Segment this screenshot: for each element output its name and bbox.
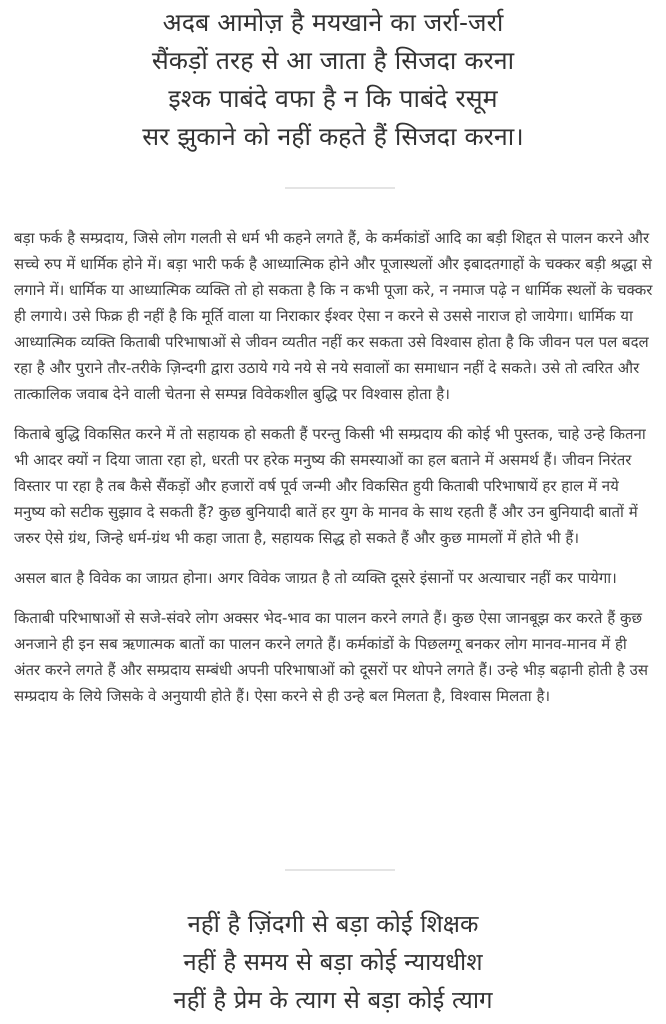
verse-line: सैंकड़ों तरह से आ जाता है सिजदा करना xyxy=(151,46,515,75)
verse-line: अदब आमोज़ है मयखाने का जर्रा-जर्रा xyxy=(162,8,504,37)
article-body xyxy=(14,225,654,723)
verse-line: इश्क पाबंदे वफा है न कि पाबंदे रसूम xyxy=(168,84,498,113)
verse-line: सर झुकाने को नहीं कहते हैं सिजदा करना। xyxy=(142,122,524,151)
verse-line: नहीं है समय से बड़ा कोई न्यायधीश xyxy=(183,948,483,976)
section-divider xyxy=(285,869,395,871)
closing-verse xyxy=(0,905,666,1019)
paragraph: असल बात है विवेक का जाग्रत होना। अगर विवेक जाग्रत है तो व्यक्ति दूसरे इंसानों पर अत्याचार नहीं कर पायेगा। xyxy=(14,569,617,587)
paragraph: बड़ा फर्क है सम्प्रदाय, जिसे लोग गलती से धर्म भी कहने लगते हैं, के कर्मकांडों आदि का बड़ी शिद्दत से पालन करने और सच्चे रुप में धार्मिक होने में। बड़ा भारी फर्क है आध्यात्मिक होने और पूजास्थलों और इबादतगाहों के चक्कर बड़ी श्रद्धा से लगाने में। धार्मिक या आध्यात्मिक व्यक्ति तो हो सकता है कि न कभी पूजा करे, न नमाज पढ़े न धार्मिक स्थलों के चक्कर ही लगाये। उसे फिक्र ही नहीं है कि मूर्ति वाला या निराकार ईश्वर ऐसा न करने से उससे नाराज हो जायेगा। धार्मिक या आध्यात्मिक व्यक्ति किताबी परिभाषाओं से जीवन व्यतीत नहीं कर सकता उसे विश्वास होता है कि जीवन पल पल बदल रहा है और पुराने तौर-तरीके ज़िन्दगी द्वारा उठाये गये नये से नये सवालों का समाधान नहीं दे सकते। उसे तो त्वरित और तात्कालिक जवाब देने वाली चेतना से सम्पन्न विवेकशील बुद्धि पर विश्वास होता है। xyxy=(14,229,653,403)
verse-line: नहीं है ज़िंदगी से बड़ा कोई शिक्षक xyxy=(187,910,479,938)
paragraph: किताबे बुद्धि विकसित करने में तो सहायक हो सकती हैं परन्तु किसी भी सम्प्रदाय की कोई भी पुस्तक, चाहे उन्हे कितना भी आदर क्यों न दिया जाता रहा हो, धरती पर हरेक मनुष्य की समस्याओं का हल बताने में असमर्थ हैं। जीवन निरंतर विस्तार पा रहा है तब कैसे सैंकड़ों और हजारों वर्ष पूर्व जन्मी और विकसित हुयी किताबी परिभाषायें हर हाल में नये मनुष्य को सटीक सुझाव दे सकती हैं? कुछ बुनियादी बातें हर युग के मानव के साथ रहती हैं और उन बुनियादी बातों में जरुर ऐसे ग्रंथ, जिन्हे धर्म-ग्रंथ भी कहा जाता है, सहायक सिद्ध हो सकते हैं और कुछ मामलों में होते भी हैं। xyxy=(14,425,646,547)
section-divider xyxy=(285,187,395,189)
paragraph: किताबी परिभाषाओं से सजे-संवरे लोग अक्सर भेद-भाव का पालन करने लगते हैं। कुछ ऐसा जानबूझ कर करते हैं कुछ अनजाने ही इन सब ऋणात्मक बातों का पालन करने लगते हैं। कर्मकांडों के पिछलग्गू बनकर लोग मानव-मानव में ही अंतर करने लगते हैं और सम्प्रदाय सम्बंधी अपनी परिभाषाओं को दूसरों पर थोपने लगते हैं। उन्हे भीड़ बढ़ानी होती है उस सम्प्रदाय के लिये जिसके वे अनुयायी होते हैं। ऐसा करने से ही उन्हे बल मिलता है, विश्वास मिलता है। xyxy=(14,609,648,705)
verse-line: नहीं है प्रेम के त्याग से बड़ा कोई त्याग xyxy=(173,986,493,1014)
opening-couplet xyxy=(0,0,666,156)
